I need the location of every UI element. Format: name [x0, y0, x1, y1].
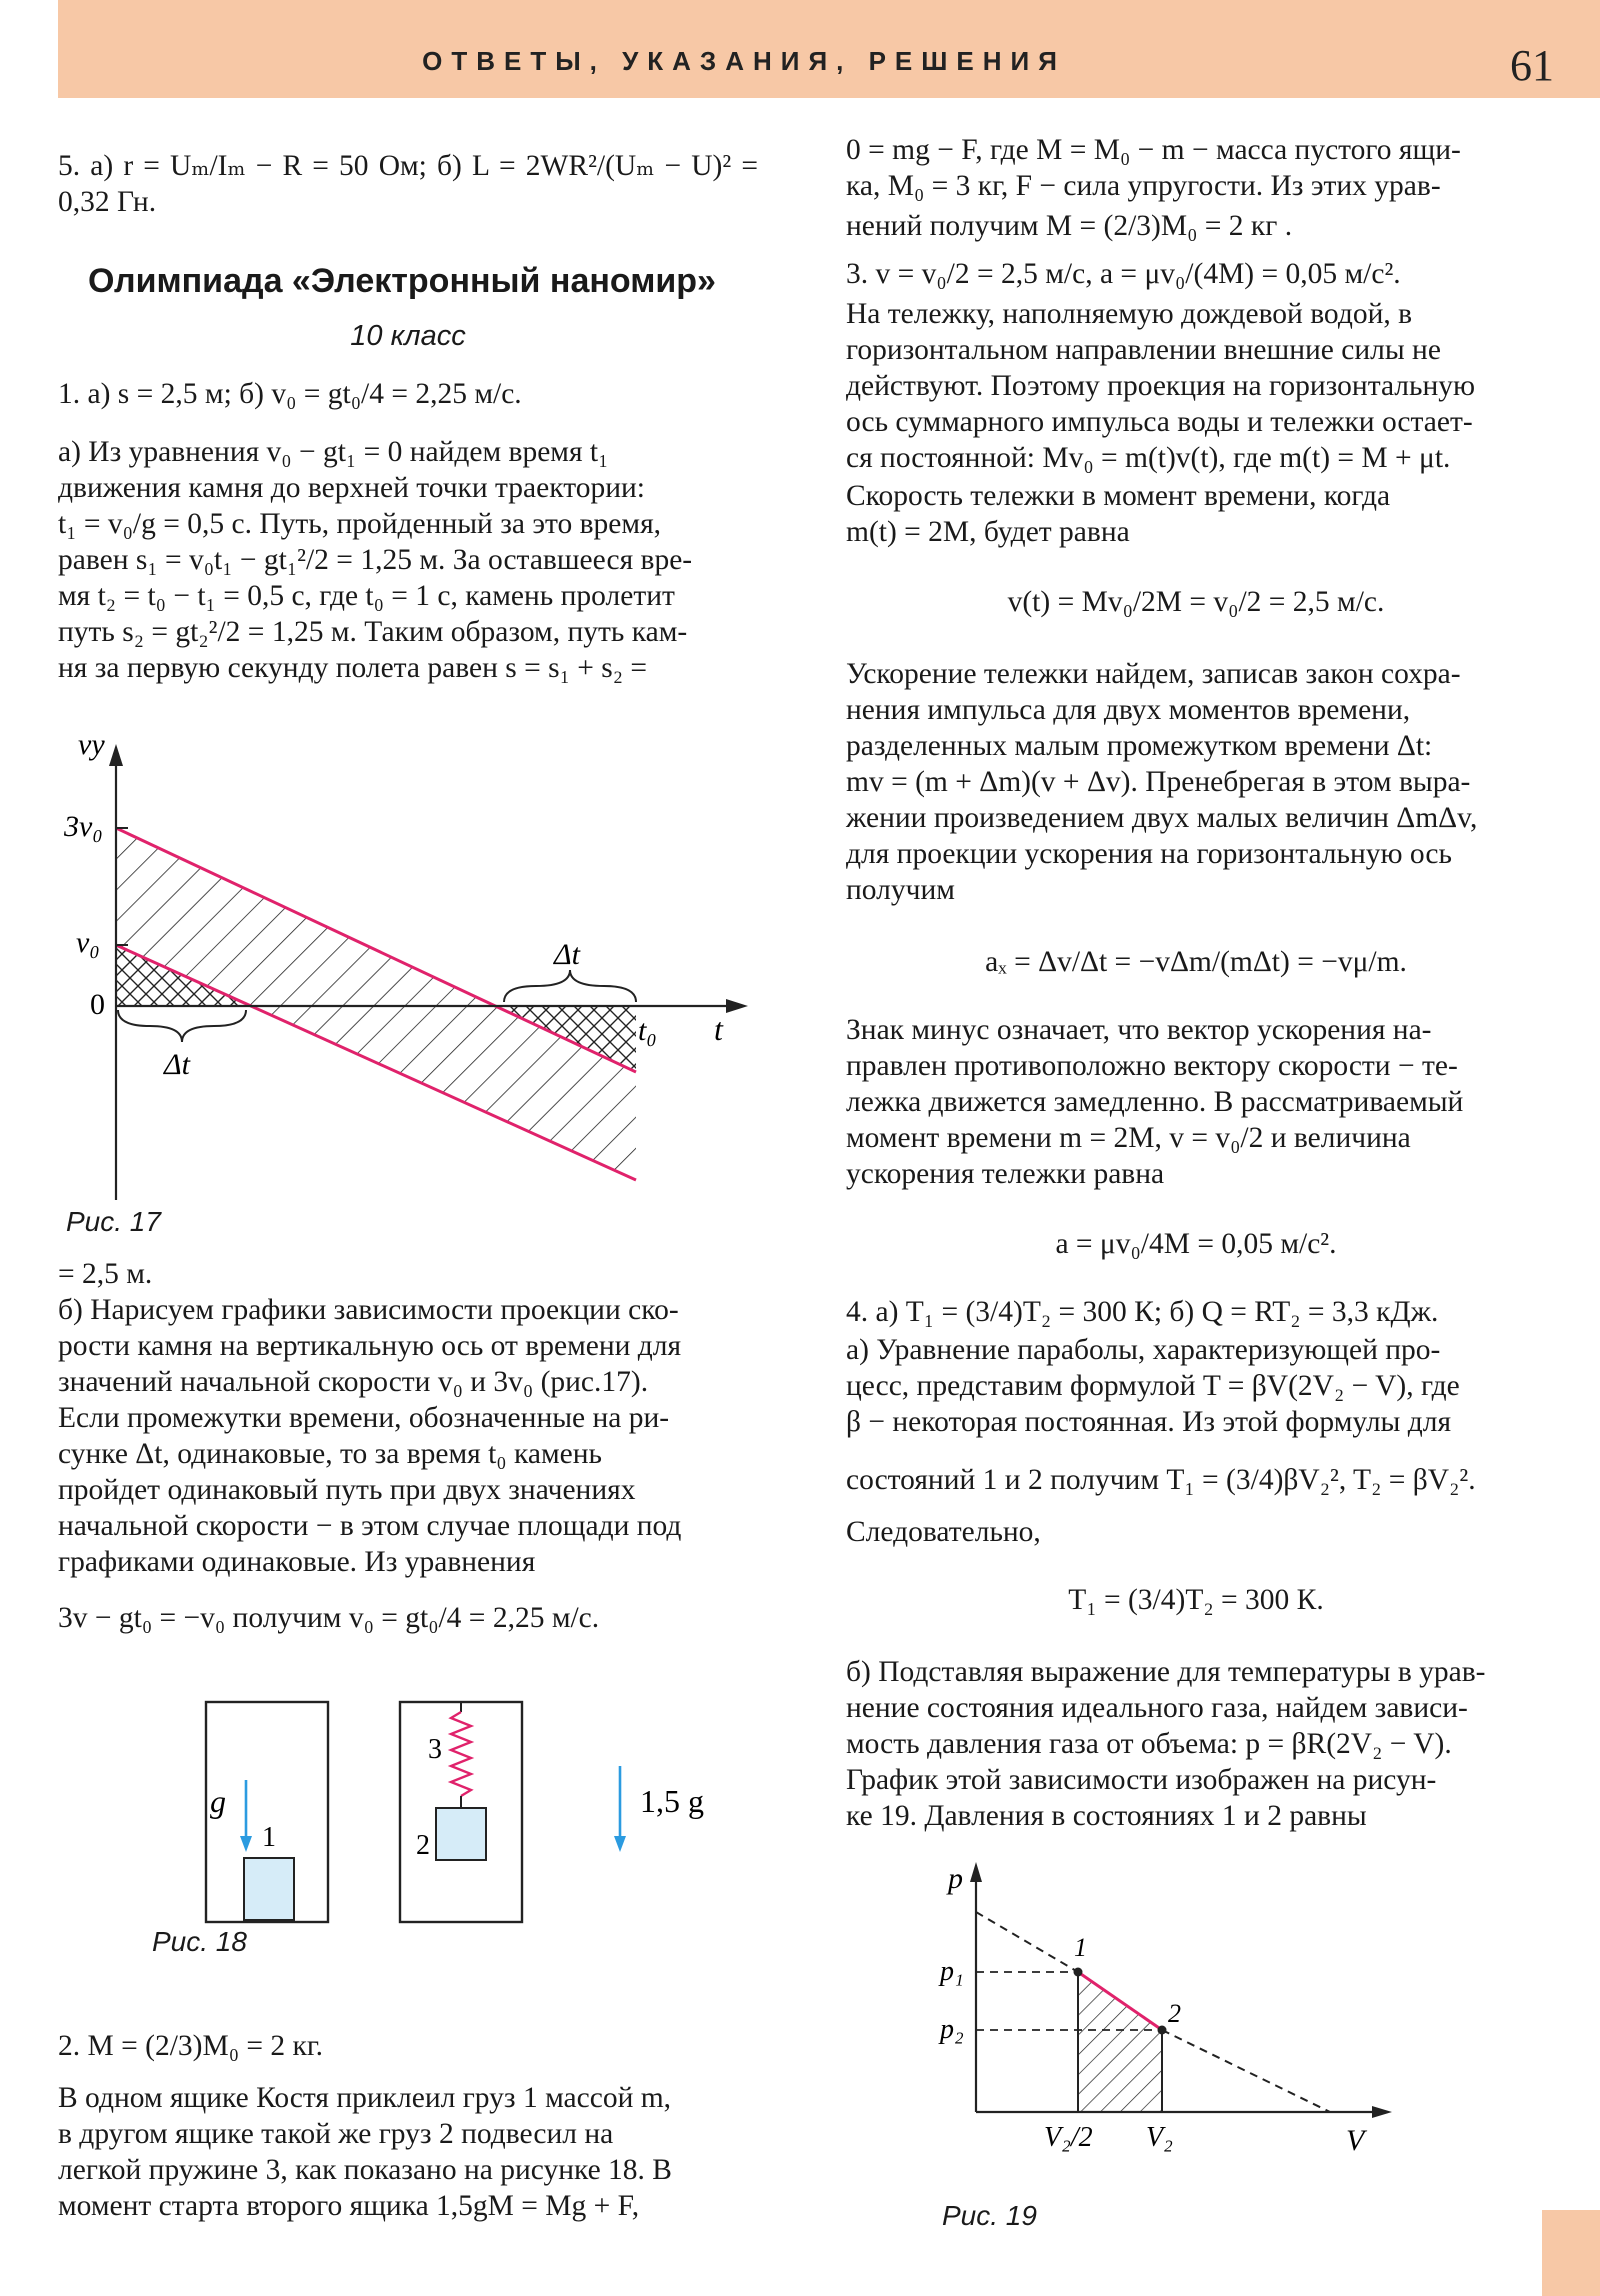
- text-line: лежка движется замедленно. В рассматриваемый: [846, 1086, 1464, 1118]
- text-line: 3v − gt₀ = −v₀ получим v₀ = gt₀/4 = 2,25 м/с.: [58, 1602, 600, 1634]
- answer-3: 3. v = v₀/2 = 2,5 м/с, a = μv₀/(4M) = 0,05 м/с².: [846, 258, 1401, 290]
- text-line: равен s₁ = v₀t₁ − gt₁²/2 = 1,25 м. За оставшееся вре-: [58, 544, 693, 576]
- p1-label: p₁: [940, 1956, 964, 1987]
- text-line: На тележку, наполняемую дождевой водой, в: [846, 298, 1413, 330]
- figure-19: [940, 1850, 1466, 2180]
- text-line: Скорость тележки в момент времени, когда: [846, 480, 1391, 512]
- text-line: состояний 1 и 2 получим T₁ = (3/4)βV₂², T₂ = βV₂².: [846, 1464, 1476, 1496]
- text-line: момент времени m = 2M, v = v₀/2 и величина: [846, 1122, 1411, 1154]
- g-label-right: 1,5 g: [640, 1783, 704, 1819]
- text-line: в другом ящике такой же груз 2 подвесил на: [58, 2118, 614, 2150]
- answer-1: 1. а) s = 2,5 м; б) v₀ = gt₀/4 = 2,25 м/с.: [58, 378, 522, 410]
- text-line: движения камня до верхней точки траектории:: [58, 472, 645, 504]
- text-line: Знак минус означает, что вектор ускорения на-: [846, 1014, 1432, 1046]
- text-line: б) Нарисуем графики зависимости проекции ско-: [58, 1294, 679, 1326]
- side-tab: [1542, 2210, 1600, 2296]
- text-line: получим: [846, 874, 955, 906]
- text-line: нений получим M = (2/3)M₀ = 2 кг .: [846, 210, 1293, 242]
- text-line: начальной скорости − в этом случае площади под: [58, 1510, 682, 1542]
- p-axis-arrow-icon: [970, 1862, 982, 1882]
- v-axis-arrow-icon: [1372, 2106, 1392, 2118]
- text-line: График этой зависимости изображен на рисун-: [846, 1764, 1437, 1796]
- grade-subheading: 10 класс: [350, 320, 466, 352]
- v2half-label: V₂/2: [1044, 2122, 1093, 2153]
- header-title: ОТВЕТЫ, УКАЗАНИЯ, РЕШЕНИЯ: [422, 46, 1066, 76]
- point-2: [1158, 2026, 1167, 2035]
- text-line: ня за первую секунду полета равен s = s₁ + s₂ =: [58, 652, 648, 684]
- text-line: 0 = mg − F, где M = M₀ − m − масса пустого ящи-: [846, 134, 1461, 166]
- text-line: для проекции ускорения на горизонтальную ось: [846, 838, 1452, 870]
- point-1: [1074, 1968, 1083, 1977]
- equation: a = μv₀/4M = 0,05 м/с².: [1055, 1228, 1337, 1260]
- text-line: горизонтальном направлении внешние силы не: [846, 334, 1441, 366]
- tick-t0: t₀: [638, 1014, 657, 1047]
- text-line: путь s₂ = gt₂²/2 = 1,25 м. Таким образом, путь кам-: [58, 616, 688, 648]
- text-line: t₁ = v₀/g = 0,5 с. Путь, пройденный за это время,: [58, 508, 662, 540]
- text-line: Ускорение тележки найдем, записав закон сохра-: [846, 658, 1461, 690]
- tick-3v0: 3v₀: [64, 810, 103, 843]
- text-line: правлен противоположно вектору скорости − те-: [846, 1050, 1458, 1082]
- text-line: В одном ящике Костя приклеил груз 1 массой m,: [58, 2082, 672, 2114]
- page-header: [58, 0, 1600, 98]
- page-number: 61: [1510, 41, 1554, 90]
- equation: aₓ = Δv/Δt = −vΔm/(mΔt) = −vμ/m.: [985, 946, 1407, 978]
- text-line: Следовательно,: [846, 1516, 1041, 1548]
- weight-2: [436, 1808, 486, 1860]
- text-line: а) Уравнение параболы, характеризующей про-: [846, 1334, 1441, 1366]
- point-1-label: 1: [1074, 1933, 1087, 1962]
- x-axis-arrow-icon: [726, 999, 748, 1013]
- dashed-line-upper: [976, 1912, 1078, 1972]
- brace-bottom: [118, 1010, 246, 1042]
- text-line: нения импульса для двух моментов времени,: [846, 694, 1411, 726]
- equation: v(t) = Mv₀/2M = v₀/2 = 2,5 м/с.: [1007, 586, 1385, 618]
- spring-3: [451, 1712, 471, 1796]
- text-line: β − некоторая постоянная. Из этой формулы для: [846, 1406, 1452, 1438]
- text-line: ке 19. Давления в состояниях 1 и 2 равны: [846, 1800, 1367, 1832]
- figure-17: [58, 730, 758, 1200]
- text-line: мость давления газа от объема: p = βR(2V₂ − V).: [846, 1728, 1452, 1760]
- text-line: ускорения тележки равна: [846, 1158, 1165, 1190]
- dashed-line-lower: [1162, 2030, 1330, 2112]
- weight-1: [244, 1858, 294, 1920]
- text-line: нение состояния идеального газа, найдем зависи-: [846, 1692, 1468, 1724]
- text-line: = 2,5 м.: [58, 1258, 153, 1290]
- figure-18: [138, 1690, 758, 1930]
- delta-t-bottom: Δt: [164, 1048, 190, 1081]
- text-line: ся постоянной: Mv₀ = m(t)v(t), где m(t) = M + μt.: [846, 442, 1451, 474]
- text-line: ка, M₀ = 3 кг, F − сила упругости. Из этих урав-: [846, 170, 1441, 202]
- text-line: графиками одинаковые. Из уравнения: [58, 1546, 536, 1578]
- figure-17-caption: Рис. 17: [66, 1206, 161, 1237]
- tick-0: 0: [90, 988, 105, 1021]
- text-line: разделенных малым промежутком времени Δt:: [846, 730, 1433, 762]
- text-line: пройдет одинаковый путь при двух значениях: [58, 1474, 636, 1506]
- tick-v0: v₀: [76, 926, 100, 959]
- figure-18-caption: Рис. 18: [152, 1926, 247, 1957]
- text-line: рости камня на вертикальную ось от времени для: [58, 1330, 682, 1362]
- x-axis-label: t: [714, 1011, 723, 1047]
- text-line: мя t₂ = t₀ − t₁ = 0,5 с, где t₀ = 1 с, камень пролетит: [58, 580, 675, 612]
- work-area: [1078, 1972, 1162, 2112]
- point-2-label: 2: [1168, 1999, 1181, 2028]
- v-axis-label: V: [1346, 2124, 1365, 2157]
- label-1: 1: [262, 1822, 276, 1853]
- text-line: б) Подставляя выражение для температуры в урав-: [846, 1656, 1486, 1688]
- text-line: сунке Δt, одинаковые, то за время t₀ камень: [58, 1438, 602, 1470]
- olympiad-heading: Олимпиада «Электронный наномир»: [88, 262, 716, 300]
- text-line: цесс, представим формулой T = βV(2V₂ − V), где: [846, 1370, 1460, 1402]
- text-line: m(t) = 2M, будет равна: [846, 516, 1130, 548]
- y-axis-label: vy: [78, 728, 105, 761]
- equation: T₁ = (3/4)T₂ = 300 К.: [1068, 1584, 1324, 1616]
- text-line: жении произведением двух малых величин ΔmΔv,: [846, 802, 1478, 834]
- label-2: 2: [416, 1830, 430, 1861]
- label-3: 3: [428, 1734, 442, 1765]
- answer-4: 4. а) T₁ = (3/4)T₂ = 300 К; б) Q = RT₂ = 3,3 кДж.: [846, 1296, 1439, 1328]
- brace-top: [504, 970, 636, 1002]
- text-line: значений начальной скорости v₀ и 3v₀ (рис.17).: [58, 1366, 649, 1398]
- answer-5: 5. а) r = Uₘ/Iₘ − R = 50 Ом; б) L = 2WR²/(Uₘ − U)² = 0,32 Гн.: [58, 150, 758, 218]
- text-line: Если промежутки времени, обозначенные на ри-: [58, 1402, 670, 1434]
- delta-t-top: Δt: [554, 938, 580, 971]
- p-axis-label: p: [948, 1862, 963, 1895]
- text-line: а) Из уравнения v₀ − gt₁ = 0 найдем время t₁: [58, 436, 609, 468]
- v2-label: V₂: [1146, 2122, 1173, 2153]
- text-line: mv = (m + Δm)(v + Δv). Пренебрегая в этом выра-: [846, 766, 1471, 798]
- arrow-down-icon: [614, 1836, 626, 1852]
- text-line: ось суммарного импульса воды и тележки остает-: [846, 406, 1473, 438]
- text-line: момент старта второго ящика 1,5gM = Mg + F,: [58, 2190, 640, 2222]
- text-line: легкой пружине 3, как показано на рисунке 18. В: [58, 2154, 672, 2186]
- g-label-left: g: [210, 1783, 226, 1819]
- y-axis-arrow-icon: [109, 744, 123, 766]
- figure-19-caption: Рис. 19: [942, 2200, 1037, 2231]
- p2-label: p₂: [940, 2014, 964, 2045]
- answer-2: 2. M = (2/3)M₀ = 2 кг.: [58, 2030, 323, 2062]
- arrow-down-icon: [240, 1836, 252, 1852]
- text-line: действуют. Поэтому проекция на горизонтальную: [846, 370, 1476, 402]
